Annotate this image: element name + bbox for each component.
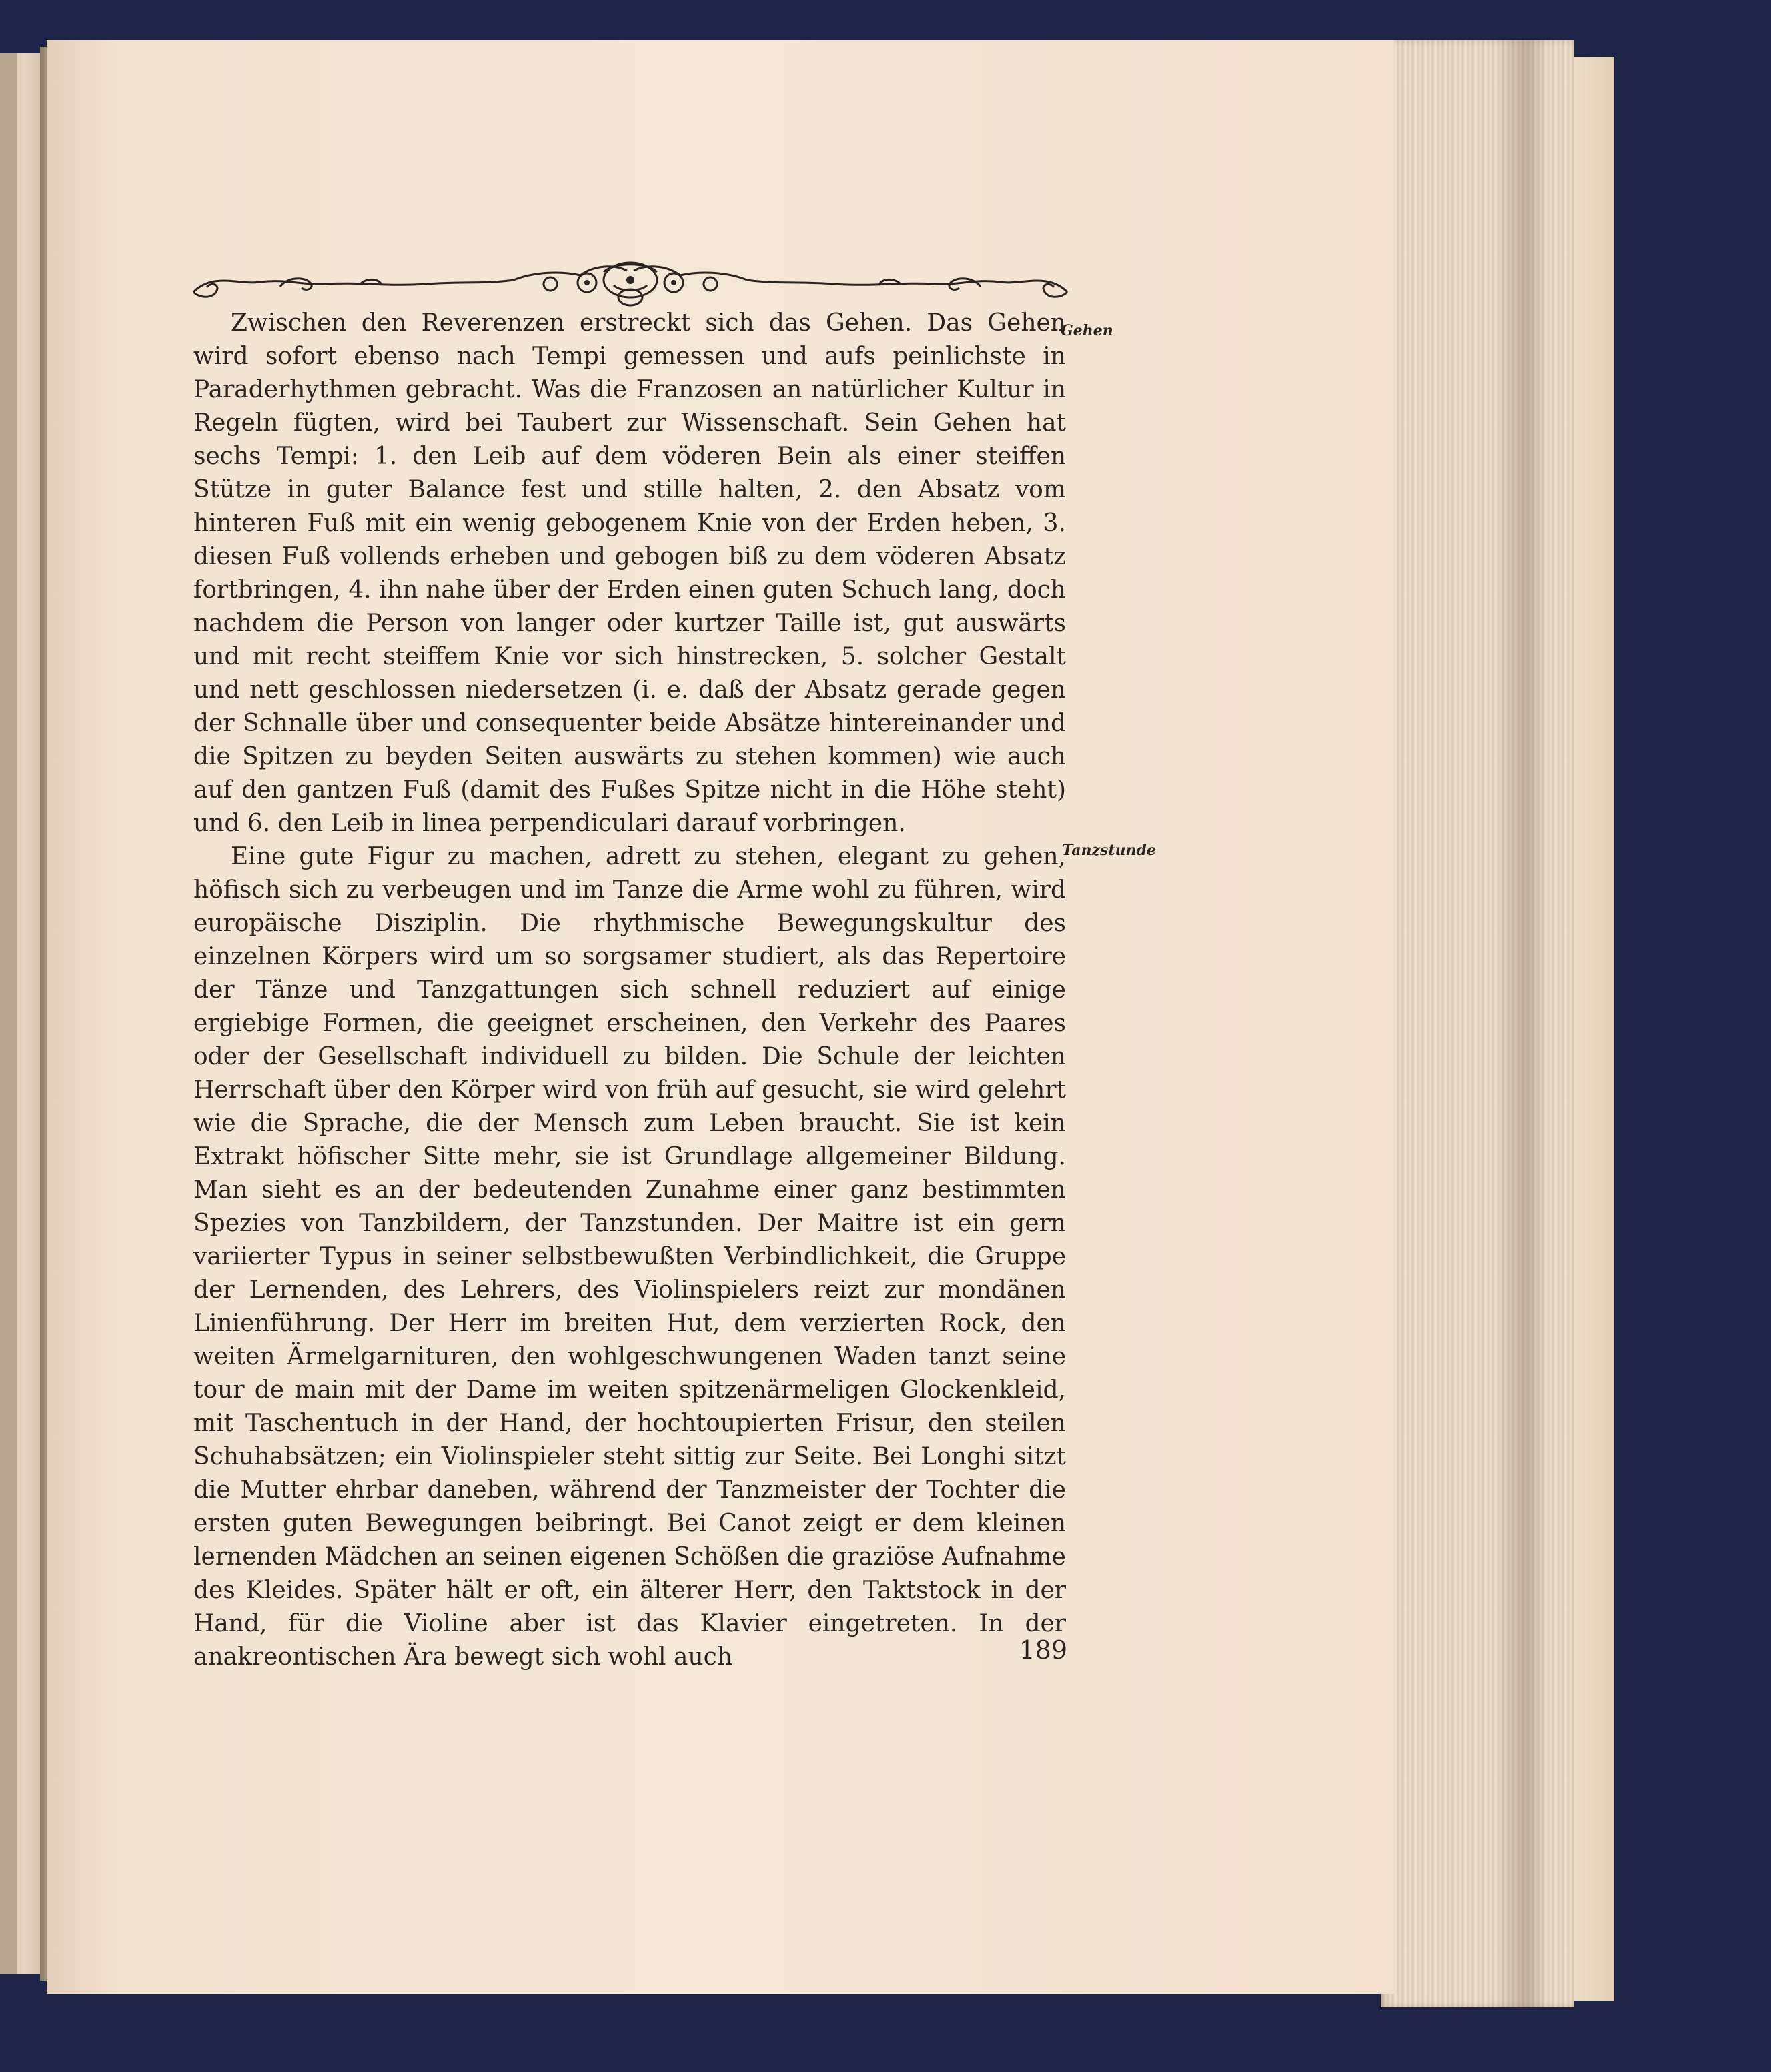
- ornament-header: [187, 245, 1074, 312]
- page-stack-shade: [1494, 40, 1548, 2007]
- paragraph-gehen: Zwischen den Reverenzen erstreckt sich das Gehen. Das Gehen wird sofort ebenso nach Tempi gemessen und aufs peinlichste in Paraderhythmen gebracht. Was die Franzosen an natürlicher Kultur in Regeln fügten, wird bei Taubert zur Wissenschaft. Sein Gehen hat sechs Tempi: 1. den Leib auf dem vöderen Bein als einer steiffen Stütze in guter Balance fest und stille halten, 2. den Absatz vom hinteren Fuß mit ein wenig gebogenem Knie von der Erden heben, 3. diesen Fuß vollends erheben und gebogen biß zu dem vöderen Absatz fortbringen, 4. ihn nahe über der Erden einen guten Schuch lang, doch nachdem die Person von langer oder kurtzer Taille ist, gut auswärts und mit recht steiffem Knie vor sich hinstrecken, 5. solcher Gestalt und nett geschlossen niedersetzen (i. e. daß der Absatz gerade gegen der Schnalle über und consequenter beide Absätze hintereinander und die Spitzen zu beyden Seiten auswärts zu stehen kommen) wie auch auf den gantzen Fuß (damit des Fußes Spitze nicht in die Höhe steht) und 6. den Leib in linea perpendiculari darauf vorbringen.: [193, 309, 1066, 837]
- page-number: 189: [1019, 1635, 1067, 1665]
- left-cover-edge: [0, 53, 17, 1974]
- marginal-note-gehen: Gehen: [1061, 322, 1113, 339]
- left-page-edge: [0, 53, 40, 1974]
- marginal-note-tanzstunde: Tanzstunde: [1062, 842, 1156, 859]
- body-text: [193, 307, 1066, 1674]
- paragraph-tanzstunde: Eine gute Figur zu machen, adrett zu stehen, elegant zu gehen, höfisch sich zu verbeugen und im Tanze die Arme wohl zu führen, wird europäische Disziplin. Die rhythmische Bewegungskultur des einzelnen Körpers wird um so sorgsamer studiert, als das Repertoire der Tänze und Tanzgattungen sich schnell reduziert auf einige ergiebige Formen, die geeignet erscheinen, den Verkehr des Paares oder der Gesellschaft individuell zu bilden. Die Schule der leichten Herrschaft über den Körper wird von früh auf gesucht, sie wird gelehrt wie die Sprache, die der Mensch zum Leben braucht. Sie ist kein Extrakt höfischer Sitte mehr, sie ist Grundlage allgemeiner Bildung. Man sieht es an der bedeutenden Zunahme einer ganz bestimmten Spezies von Tanzbildern, der Tanzstunden. Der Maitre ist ein gern variierter Typus in seiner selbstbewußten Verbindlichkeit, die Gruppe der Lernenden, des Lehrers, des Violinspielers reizt zur mondänen Linienführung. Der Herr im breiten Hut, dem verzierten Rock, den weiten Ärmelgarnituren, den wohlgeschwungenen Waden tanzt seine tour de main mit der Dame im weiten spitzenärmeligen Glockenkleid, mit Taschentuch in der Hand, der hochtoupierten Frisur, den steilen Schuhabsätzen; ein Violinspieler steht sittig zur Seite. Bei Longhi sitzt die Mutter ehrbar daneben, während der Tanzmeister der Tochter die ersten guten Bewegungen beibringt. Bei Canot zeigt er dem kleinen lernenden Mädchen an seinen eigenen Schößen die graziöse Aufnahme des Kleides. Später hält er oft, ein älterer Herr, den Taktstock in der Hand, für die Violine aber ist das Klavier eingetreten. In der anakreontischen Ära bewegt sich wohl auch: [193, 843, 1066, 1671]
